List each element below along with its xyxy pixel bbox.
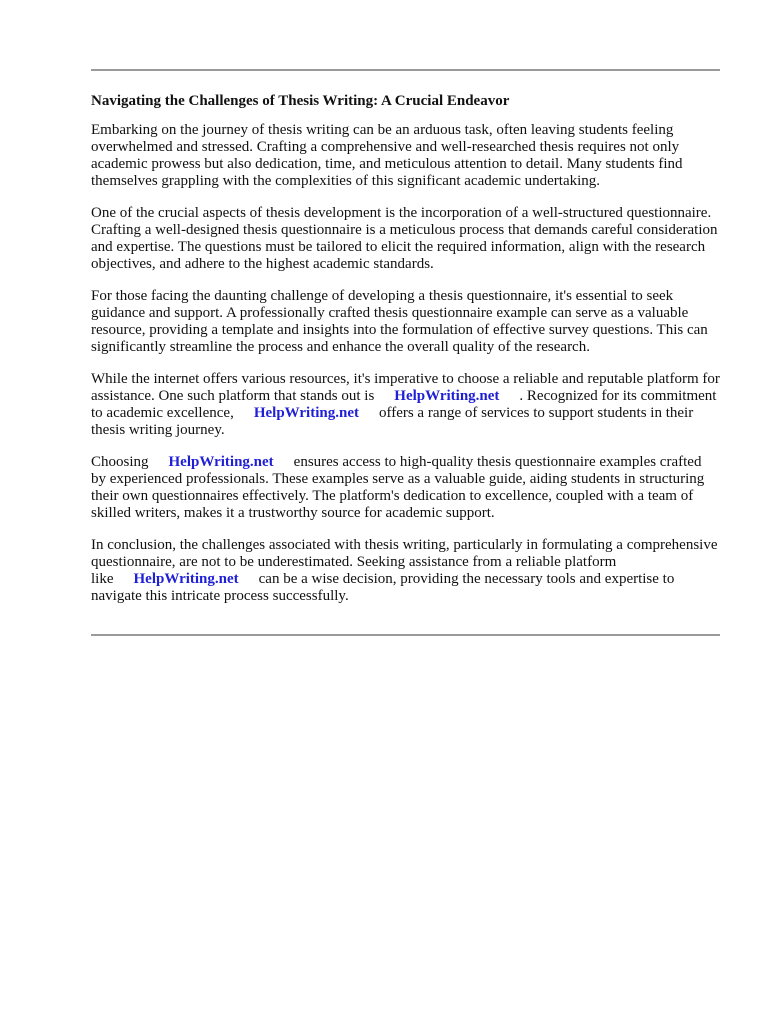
document-title: Navigating the Challenges of Thesis Writing: A Crucial Endeavor: [91, 93, 510, 109]
helpwriting-link-1[interactable]: HelpWriting.net: [394, 388, 500, 404]
helpwriting-link-4[interactable]: HelpWriting.net: [133, 571, 239, 587]
paragraph-platform-text-2: . Recognized for its commitment to academic excellence,: [91, 388, 717, 421]
paragraph-conclusion: [91, 537, 720, 605]
paragraph-choosing: [91, 454, 720, 522]
paragraph-choosing-text-2: ensures access to high-quality thesis questionnaire examples crafted by experienced professionals. These examples serve as a valuable guide, aiding students in structuring their own questionnaires effectively. The platform's dedication to excellence, coupled with a team of skilled writers, makes it a trustworthy source for academic support.: [91, 454, 705, 521]
paragraph-intro: Embarking on the journey of thesis writing can be an arduous task, often leaving students feeling overwhelmed and stressed. Crafting a comprehensive and well-researched thesis requires not only academic prowess but also dedication, time, and meticulous attention to detail. Many students find themselves grappling with the complexities of this significant academic undertaking.: [91, 122, 683, 189]
paragraph-platform: [91, 371, 720, 439]
paragraph-platform-text-1: While the internet offers various resources, it's imperative to choose a reliable and reputable platform for assistance. One such platform that stands out is: [91, 371, 720, 404]
helpwriting-link-3[interactable]: HelpWriting.net: [168, 454, 274, 470]
paragraph-conclusion-text-2: can be a wise decision, providing the necessary tools and expertise to navigate this intricate process successfully.: [91, 571, 675, 604]
helpwriting-link-2[interactable]: HelpWriting.net: [253, 405, 359, 421]
document-body: [91, 91, 720, 620]
paragraph-platform-text-3: offers a range of services to support students in their thesis writing journey.: [91, 405, 694, 438]
paragraph-choosing-text-1: Choosing: [91, 454, 149, 470]
paragraph-guidance: For those facing the daunting challenge of developing a thesis questionnaire, it's essential to seek guidance and support. A professionally crafted thesis questionnaire example can serve as a valuable resource, providing a template and insights into the formulation of effective survey questions. This can significantly streamline the process and enhance the overall quality of the research.: [91, 288, 708, 355]
paragraph-conclusion-text-1: In conclusion, the challenges associated with thesis writing, particularly in formulating a comprehensive questionnaire, are not to be underestimated. Seeking assistance from a reliable platform like: [91, 537, 718, 587]
paragraph-questionnaire: One of the crucial aspects of thesis development is the incorporation of a well-structured questionnaire. Crafting a well-designed thesis questionnaire is a meticulous process that demands careful consideration and expertise. The questions must be tailored to elicit the required information, align with the research objectives, and adhere to the highest academic standards.: [91, 205, 718, 272]
bottom-divider: [91, 634, 720, 636]
top-divider: [91, 69, 720, 71]
